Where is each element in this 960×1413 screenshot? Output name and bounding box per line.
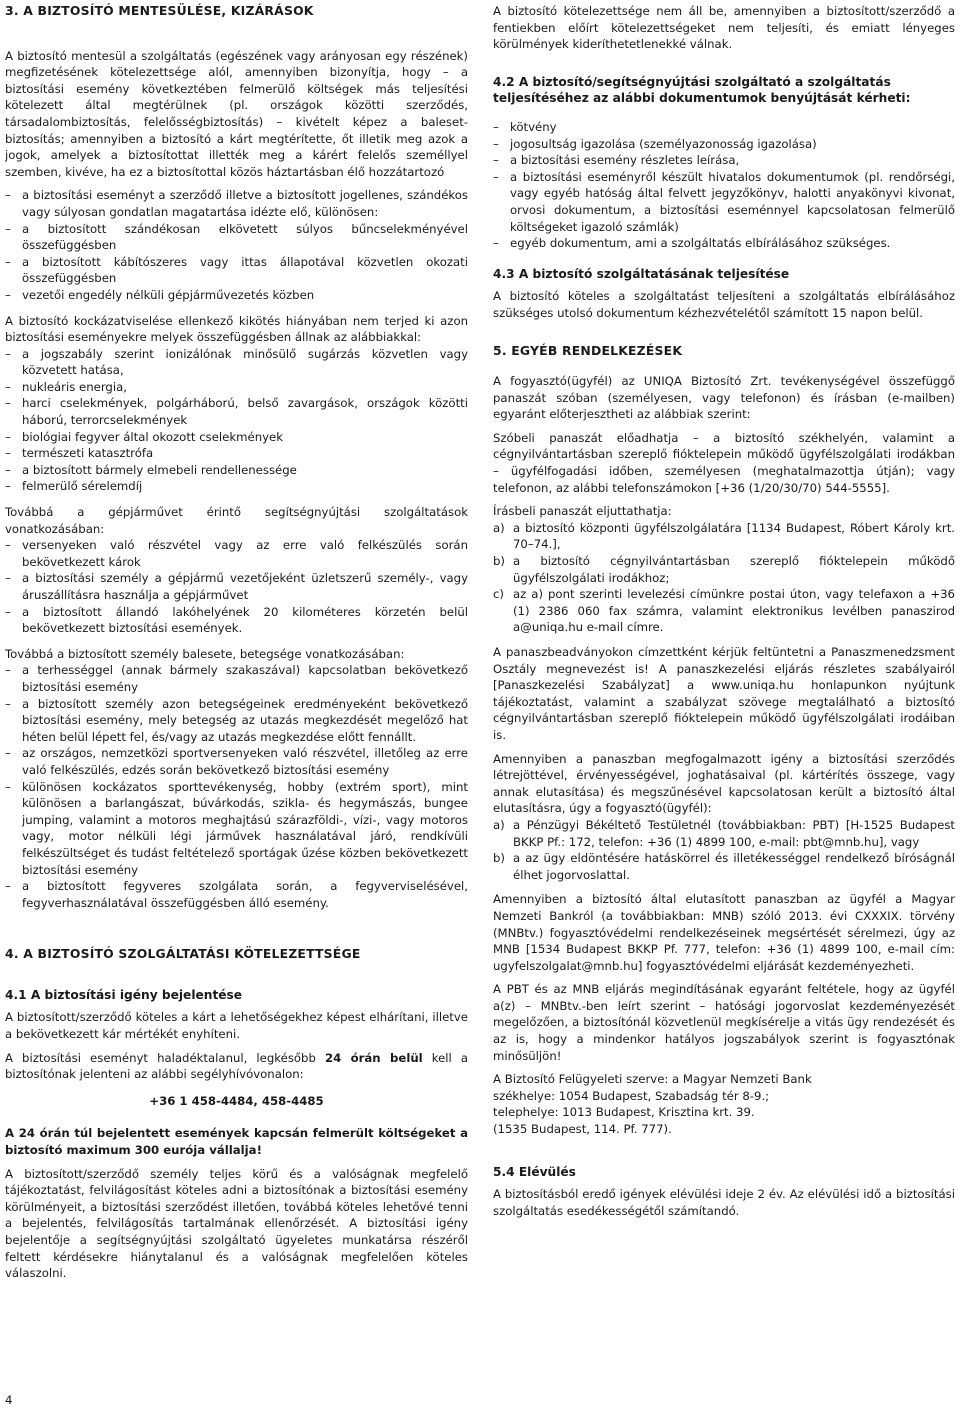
section-5-written-complaint-list <box>493 520 955 636</box>
section-4-1-paragraph-3: A biztosított/szerződő személy teljes körű és a valóságnak megfelelő tájékoztatást, felvilágosítást köteles adni a biztosítónak a biztosítási esemény körülményeit, a biztosítási szerződést illetően, továbbá köteles lehetővé tenni a bejelentés, felvilágosítás tartalmának ellenőrzését. A biztosítási igény bejelentője a segítségnyújtási szolgáltató ügyeletes munkatársa részéről feltett kérdésekre hiánytalanul és a valóságnak megfelelően köteles válaszolni. <box>5 1166 468 1281</box>
section-3-nested-list <box>5 221 468 304</box>
list-item: – harci cselekmények, polgárháború, belső zavargások, országok közötti háború, terrorcselekmények <box>5 395 468 428</box>
section-5-paragraph-4: A panaszbeadványokon címzettként kérjük feltüntetni a Panaszmenedzsment Osztály megnevezést is! A panaszkezelési eljárás részletes szabályairól [Panaszkezelési Szabályzat] a www.uniqa.hu honlapunkon nyújtunk tájékoztatást, valamint a szabályzat szövege megtalálható a biztosító cégnyilvántartásban szereplő fióktelepein működő ügyfélszolgálati irodáiban is. <box>493 645 955 742</box>
left-column <box>5 3 468 1289</box>
section-3-exemption-list <box>5 187 468 220</box>
address-line: székhelye: 1054 Budapest, Szabadság tér 8-9.; <box>493 1088 770 1103</box>
list-item: – versenyeken való részvétel vagy az erre való felkészülés során bekövetkezett károk <box>5 537 468 570</box>
section-5-paragraph-6: Amennyiben a biztosító által elutasított panaszban az ügyfél a Magyar Nemzeti Bankról (a továbbiakban: MNB) szóló 2013. évi CXXXIX. törvény (MNBtv.) fogyasztóvédelmi rendelkezéseinek megsértését sérelmezi, úgy az MNB [1534 Budapest BKKP Pf. 777, telefon: +36 (1) 4899 100, e-mail cím: ugyfelszolgalat@mnb.hu] fogyasztóvédelmi eljárását kezdeményezheti. <box>493 892 955 973</box>
section-5-4-paragraph: A biztosításból eredő igények elévülési ideje 2 év. Az elévülési idő a biztosítási szolgáltatás esedékességétől számítandó. <box>493 1187 955 1218</box>
list-item: – biológiai fegyver által okozott cselekmények <box>5 429 468 446</box>
list-item: c) az a) pont szerinti levelezési címünkre postai úton, vagy telefaxon a +36 (1) 2386 060 fax számra, valamint elektronikus levélben panaszirod a@uniqa.hu e-mail címre. <box>493 587 955 635</box>
section-4-3-heading: 4.3 A biztosító szolgáltatásának teljesítése <box>493 266 790 281</box>
list-item: – természeti katasztrófa <box>5 445 468 462</box>
list-item: – a biztosítási személy a gépjármű vezetőjeként üzletszerű személy-, vagy áruszállításra használja a gépjárművet <box>5 570 468 603</box>
list-item: – a biztosítási esemény részletes leírása, <box>493 152 955 169</box>
page-number: 4 <box>5 1393 13 1407</box>
list-item: – jogosultság igazolása (személyazonosság igazolása) <box>493 136 955 153</box>
section-5-paragraph-2: Szóbeli panaszát előadhatja – a biztosító székhelyén, valamint a cégnyilvántartásban szereplő fióktelepein működő ügyfélszolgálati irodákban – ügyfélfogadási időben, személyesen (meghatalmazottja útján); vagy telefonon, az alábbi telefonszámokon [+36 (1/20/30/70) 544-5555]. <box>493 430 955 495</box>
section-3-heading: 3. A BIZTOSÍTÓ MENTESÜLÉSE, KIZÁRÁSOK <box>5 3 314 18</box>
list-item: b) a az ügy eldöntésére hatáskörrel és illetékességgel rendelkező bíróságnál élhet jogorvoslattal. <box>493 851 955 882</box>
section-4-1-heading: 4.1 A biztosítási igény bejelentése <box>5 987 243 1002</box>
section-4-1-paragraph-1: A biztosított/szerződő köteles a kárt a lehetőségekhez képest elhárítani, illetve a bekövetkezett kár mértékét enyhíteni. <box>5 1010 468 1042</box>
section-3-exclusions-list <box>5 346 468 495</box>
list-item: – nukleáris energia, <box>5 379 468 396</box>
list-item: – a biztosított fegyveres szolgálata során, a fegyverviselésével, fegyverhasználatával összefüggésben álló esemény. <box>5 878 468 911</box>
section-4-heading: 4. A BIZTOSÍTÓ SZOLGÁLTATÁSI KÖTELEZETTSÉGE <box>5 946 361 962</box>
list-item: – a terhességgel (annak bármely szakaszával) kapcsolatban bekövetkező biztosítási esemény <box>5 662 468 695</box>
list-item: a) a biztosító központi ügyfélszolgálatára [1134 Budapest, Róbert Károly krt. 70–74.], <box>493 520 955 552</box>
section-3-accident-list <box>5 662 468 911</box>
section-5-paragraph-3: Írásbeli panaszát eljuttathatja: <box>493 504 672 519</box>
section-4-1-bold-notice: A 24 órán túl bejelentett események kapcsán felmerült költségeket a biztosító maximum 300 eurója vállalja! <box>5 1126 468 1158</box>
emergency-phone-numbers: +36 1 458-4484, 458-4485 <box>149 1093 324 1108</box>
list-item: – a biztosított kábítószeres vagy ittas állapotával közvetlen okozati összefüggésben <box>5 254 468 287</box>
section-5-paragraph-5: Amennyiben a panaszban megfogalmazott igény a biztosítási szerződés létrejöttével, érvényességével, joghatásaival (pl. kártérítés összege, vagy annak elutasítása) és megszűnésével kapcsolatosan került a biztosító által elutasításra, úgy a fogyasztó(ügyfél): <box>493 751 955 816</box>
list-item: a) a Pénzügyi Békéltető Testületnél (továbbiakban: PBT) [H-1525 Budapest BKKP Pf.: 172, telefon: +36 (1) 4899 100, e-mail: pbt@mnb.hu], vagy <box>493 817 955 849</box>
section-5-paragraph-7: A PBT és az MNB eljárás megindításának egyaránt feltétele, hogy az ügyfél a(z) – MNBtv.-ben leírt szerint – hatósági jogorvoslat kezdeményezését megelőzően, a biztosítónál közvetlenül megkísérelje a vitás ügy rendezését és az is, hogy a mindenkor hatályos jogszabályok szerint is fogyasztónak minősüljön! <box>493 982 955 1063</box>
supervisory-authority-address <box>493 1071 955 1137</box>
list-item: – a biztosítási eseményt a szerződő illetve a biztosított jogellenes, szándékos vagy súlyosan gondatlan magatartása idézte elő, különösen: <box>5 187 468 220</box>
section-5-remedy-list <box>493 817 955 883</box>
section-3-intro: A biztosító mentesül a szolgáltatás (egészének vagy arányosan egy részének) megfizetésének kötelezettsége alól, amennyiben bizonyítja, hogy – a biztosítási esemény következtében felmerülő költségek más teljesítési kötelezett által megtérülnek (pl. országok közötti szerződés, társadalombiztosítás, felelősségbiztosítás) – kivételt képez a baleset-biztosítás; amennyiben a biztosító a kárt megtérítette, őt illetik meg azok a jogok, amelyek a biztosítottat illették meg a kárért felelős személlyel szemben, kivéve, ha ez a biztosítottal közös háztartásban élő hozzátartozó <box>5 48 468 179</box>
list-item: – a biztosított szándékosan elkövetett súlyos bűncselekményével összefüggésben <box>5 221 468 254</box>
list-item: – különösen kockázatos sporttevékenység, hobby (extrém sport), mint különösen a barlangászat, búvárkodás, szikla- és hegymászás, bungee jumping, valamint a motoros meghajtású szárazföldi-, vízi-, vagy motoros vagy, motor nélküli légi járművek használatával járó, rendkívüli felkészültséget és tudást feltételező sportágak űzése közben bekövetkezett biztosítási esemény <box>5 779 468 879</box>
list-item: – a biztosítási eseményről készült hivatalos dokumentumok (pl. rendőrségi, vagy egyéb hatóság által felvett jegyzőkönyv, halotti anyakönyvi kivonat, orvosi dokumentum, a biztosítási eseménnyel kapcsolatosan felmerülő költségeket igazoló számlák) <box>493 169 955 235</box>
section-4-2-documents-list <box>493 119 955 252</box>
list-item: – kötvény <box>493 119 955 136</box>
section-5-paragraph-1: A fogyasztó(ügyfél) az UNIQA Biztosító Zrt. tevékenységével összefüggő panaszát szóban (személyesen, vagy telefonon) és írásban (e-mailben) egyaránt előterjesztheti az alábbiak szerint: <box>493 374 955 422</box>
section-3-paragraph-vehicle: Továbbá a gépjárművet érintő segítségnyújtási szolgáltatások vonatkozásában: <box>5 505 468 536</box>
list-item: – az országos, nemzetközi sportversenyeken való részvétel, illetőleg az erre való felkészülés, edzés során bekövetkező biztosítási esemény <box>5 745 468 778</box>
section-4-3-paragraph: A biztosító köteles a szolgáltatást teljesíteni a szolgáltatás elbírálásához szükséges utolsó dokumentum kézhezvételétől számított 15 napon belül. <box>493 289 955 320</box>
list-item: – a biztosított személy azon betegségeinek eredményeként bekövetkező biztosítási esemény, mely betegség az utazás megkezdését megelőző hat héten belül lépett fel, és/vagy az utazás megkezdése előtt fennállt. <box>5 696 468 746</box>
list-item: – a biztosított bármely elmebeli rendellenessége <box>5 462 468 479</box>
section-5-4-heading: 5.4 Elévülés <box>493 1164 576 1179</box>
list-item: – egyéb dokumentum, ami a szolgáltatás elbírálásához szükséges. <box>493 235 955 252</box>
address-line: telephelye: 1013 Budapest, Krisztina krt. 39. <box>493 1105 755 1120</box>
list-item: – a biztosított állandó lakóhelyének 20 kilométeres körzetén belül bekövetkezett biztosítási események. <box>5 604 468 637</box>
section-3-paragraph-accident: Továbbá a biztosított személy balesete, betegsége vonatkozásában: <box>5 646 405 661</box>
address-line: (1535 Budapest, 114. Pf. 777). <box>493 1122 672 1137</box>
section-3-paragraph-exclusions: A biztosító kockázatviselése ellenkező kikötés hiányában nem terjed ki azon biztosítási eseményekre melyek összefüggésben állnak az alábbiakkal: <box>5 313 468 345</box>
list-item: – a jogszabály szerint ionizálónak minősülő sugárzás közvetlen vagy közvetett hatása, <box>5 346 468 379</box>
right-intro-paragraph: A biztosító kötelezettsége nem áll be, amennyiben a biztosított/szerződő a fentiekben előírt kötelezettségeket nem teljesíti, és emiatt lényeges körülmények kideríthetetlenekké válnak. <box>493 4 955 52</box>
section-5-heading: 5. EGYÉB RENDELKEZÉSEK <box>493 342 683 358</box>
section-4-2-heading: 4.2 A biztosító/segítségnyújtási szolgáltató a szolgáltatás teljesítéséhez az alábbi dokumentumok benyújtását kérheti: <box>493 74 911 106</box>
right-column <box>493 3 955 1226</box>
section-4-1-paragraph-2: A biztosítási eseményt haladéktalanul, legkésőbb 24 órán belül kell a biztosítónak jelenteni az alábbi segélyhívóvonalon: <box>5 1050 468 1082</box>
list-item: – felmerülő sérelemdíj <box>5 478 468 495</box>
list-item: – vezetői engedély nélküli gépjárművezetés közben <box>5 287 468 304</box>
address-line: A Biztosító Felügyeleti szerve: a Magyar Nemzeti Bank <box>493 1072 812 1087</box>
section-3-vehicle-list <box>5 537 468 637</box>
list-item: b) a biztosító cégnyilvántartásban szereplő fióktelepein működő ügyfélszolgálati irodákhoz; <box>493 554 955 585</box>
